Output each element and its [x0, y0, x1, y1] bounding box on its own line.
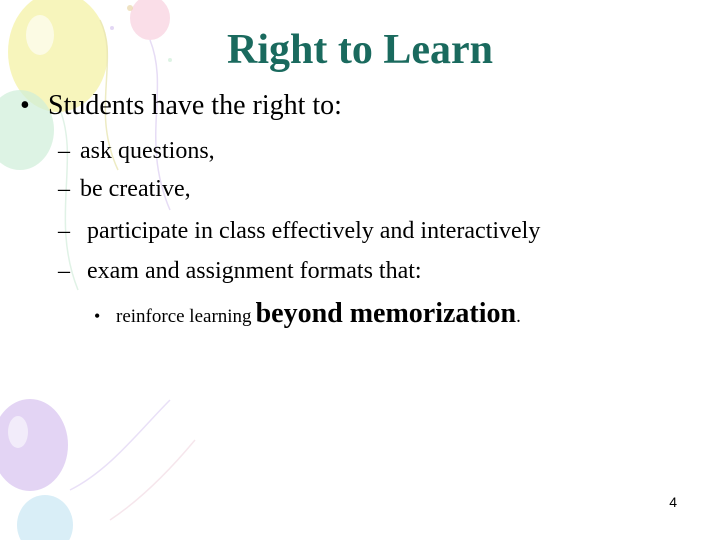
page-number: 4 — [669, 494, 677, 510]
dash-marker: – — [58, 258, 70, 284]
sub-bullet — [58, 136, 215, 166]
sub-bullet-text: ask questions, — [80, 138, 215, 164]
bullet-marker: • — [20, 90, 30, 121]
main-bullet-text: Students have the right to: — [48, 90, 342, 121]
balloon-icon — [17, 495, 73, 540]
sub-bullet-text: be creative, — [80, 176, 191, 202]
sub-bullet-text: participate in class effectively and interactively — [87, 218, 541, 244]
slide-title: Right to Learn — [227, 27, 493, 73]
sub-bullet — [58, 256, 422, 286]
main-bullet — [20, 88, 342, 124]
sub-bullet — [58, 174, 191, 204]
dash-marker: – — [58, 176, 70, 202]
balloon-icon — [0, 399, 68, 491]
bullet-marker: • — [94, 306, 101, 326]
sub-bullet-text: exam and assignment formats that: — [87, 258, 422, 284]
third-bullet-emphasis: beyond memorization — [255, 298, 517, 329]
third-bullet-text: reinforce learning — [116, 306, 252, 327]
third-bullet-end: . — [516, 306, 521, 327]
sub-bullet — [58, 216, 540, 246]
third-level-bullet — [94, 298, 521, 330]
dash-marker: – — [58, 218, 70, 244]
dash-marker: – — [58, 138, 70, 164]
